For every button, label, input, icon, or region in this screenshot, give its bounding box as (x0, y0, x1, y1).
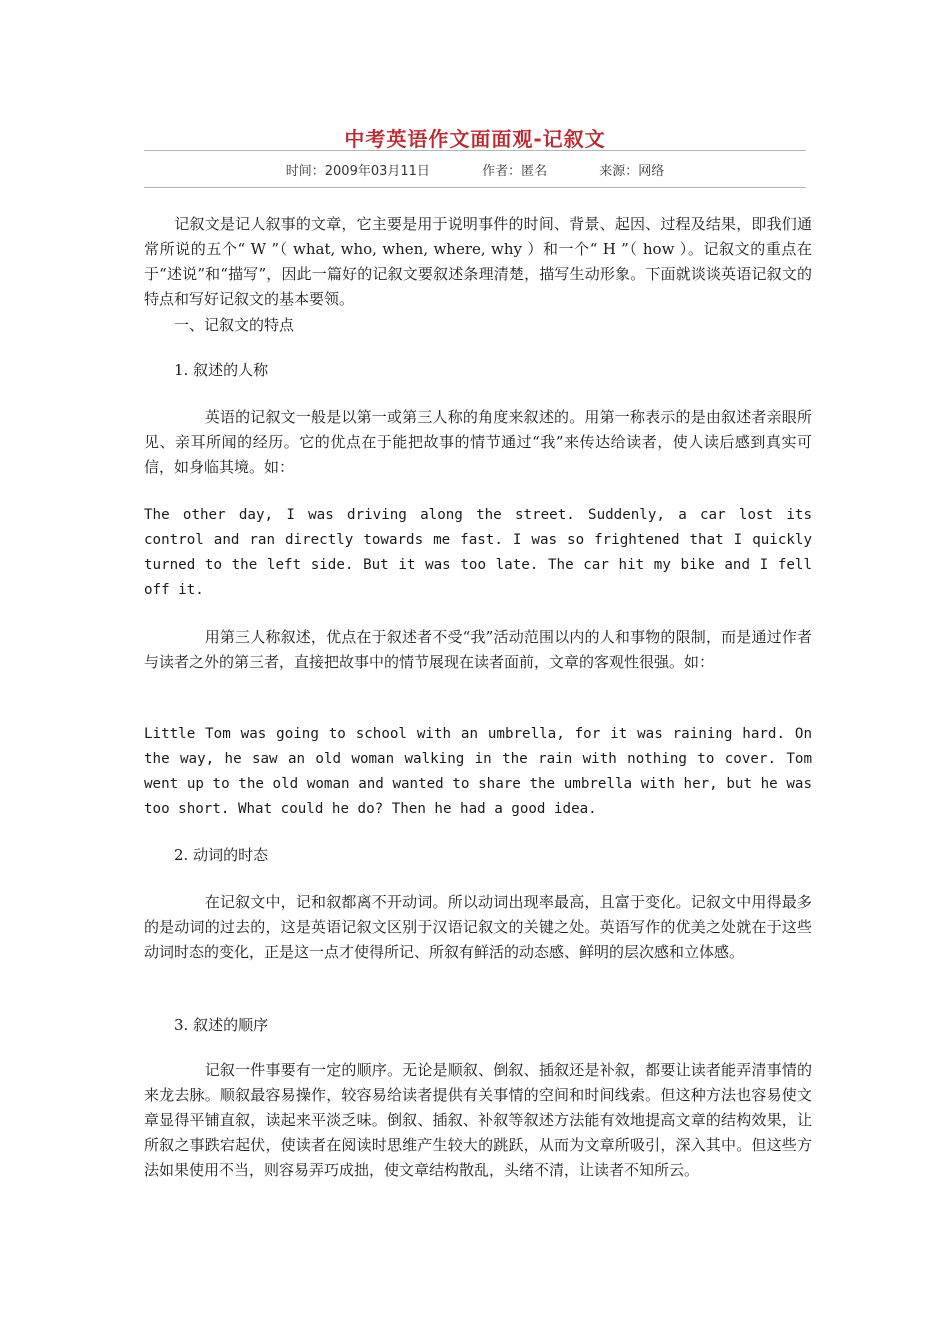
paragraph-person: 英语的记叙文一般是以第一或第三人称的角度来叙述的。用第一称表示的是由叙述者亲眼所见、亲耳所闻的经历。它的优点在于能把故事的情节通过“我”来传达给读者，使人读后感到真实可信，如身临其境。如： (144, 408, 812, 476)
source: 来源：网络 (599, 164, 665, 179)
example-first-person: The other day, I was driving along the street. Suddenly, a car lost its control and ran directly towards me fast. I was so frightened that I quickly turned to the left side. But it was too late. The car hit my bike and I fell off it. (144, 507, 812, 598)
meta-divider (144, 187, 806, 188)
paragraph-third-person: 用第三人称叙述，优点在于叙述者不受“我”活动范围以内的人和事物的限制，而是通过作者与读者之外的第三者，直接把故事中的情节展现在读者面前，文章的客观性很强。如： (144, 628, 812, 671)
subheading-person: 1. 叙述的人称 (144, 361, 269, 379)
article-title: 中考英语作文面面观-记叙文 (344, 127, 606, 151)
example-third-person: Little Tom was going to school with an umbrella, for it was raining hard. On the way, he saw an old woman walking in the rain with nothing to cover. Tom went up to the old woman and wanted to share the umbrella with her, but he was too short. What could he do? Then he had a good idea. (144, 726, 812, 817)
article-meta (144, 160, 806, 179)
paragraph-tense: 在记叙文中，记和叙都离不开动词。所以动词出现率最高，且富于变化。记叙文中用得最多的是动词的过去的，这是英语记叙文区别于汉语记叙文的关键之处。英语写作的优美之处就在于这些动词时态的变化，正是这一点才使得所记、所叙有鲜活的动态感、鲜明的层次感和立体感。 (144, 893, 812, 961)
title-divider (144, 150, 806, 151)
subheading-order: 3. 叙述的顺序 (144, 1016, 269, 1034)
subheading-tense: 2. 动词的时态 (144, 846, 269, 864)
section-heading-1: 一、记叙文的特点 (144, 316, 295, 334)
author: 作者：匿名 (482, 164, 548, 179)
paragraph-order: 记叙一件事要有一定的顺序。无论是顺叙、倒叙、插叙还是补叙，都要让读者能弄清事情的来龙去脉。顺叙最容易操作，较容易给读者提供有关事情的空间和时间线索。但这种方法也容易使文章显得平铺直叙，读起来平淡乏味。倒叙、插叙、补叙等叙述方法能有效地提高文章的结构效果，让所叙之事跌宕起伏，使读者在阅读时思维产生较大的跳跃，从而为文章所吸引，深入其中。但这些方法如果使用不当，则容易弄巧成拙，使文章结构散乱，头绪不清，让读者不知所云。 (144, 1061, 812, 1179)
publish-time: 时间：2009年03月11日 (285, 164, 430, 179)
intro-paragraph: 记叙文是记人叙事的文章，它主要是用于说明事件的时间、背景、起因、过程及结果，即我们通常所说的五个“ W ”（ what, who, when, where, why ）和一个“ H ”（ how ）。记叙文的重点在于“述说”和“描写”，因此一篇好的记叙文要叙述条理清楚，描写生动形象。下面就谈谈英语记叙文的特点和写好记叙文的基本要领。 (144, 215, 812, 308)
